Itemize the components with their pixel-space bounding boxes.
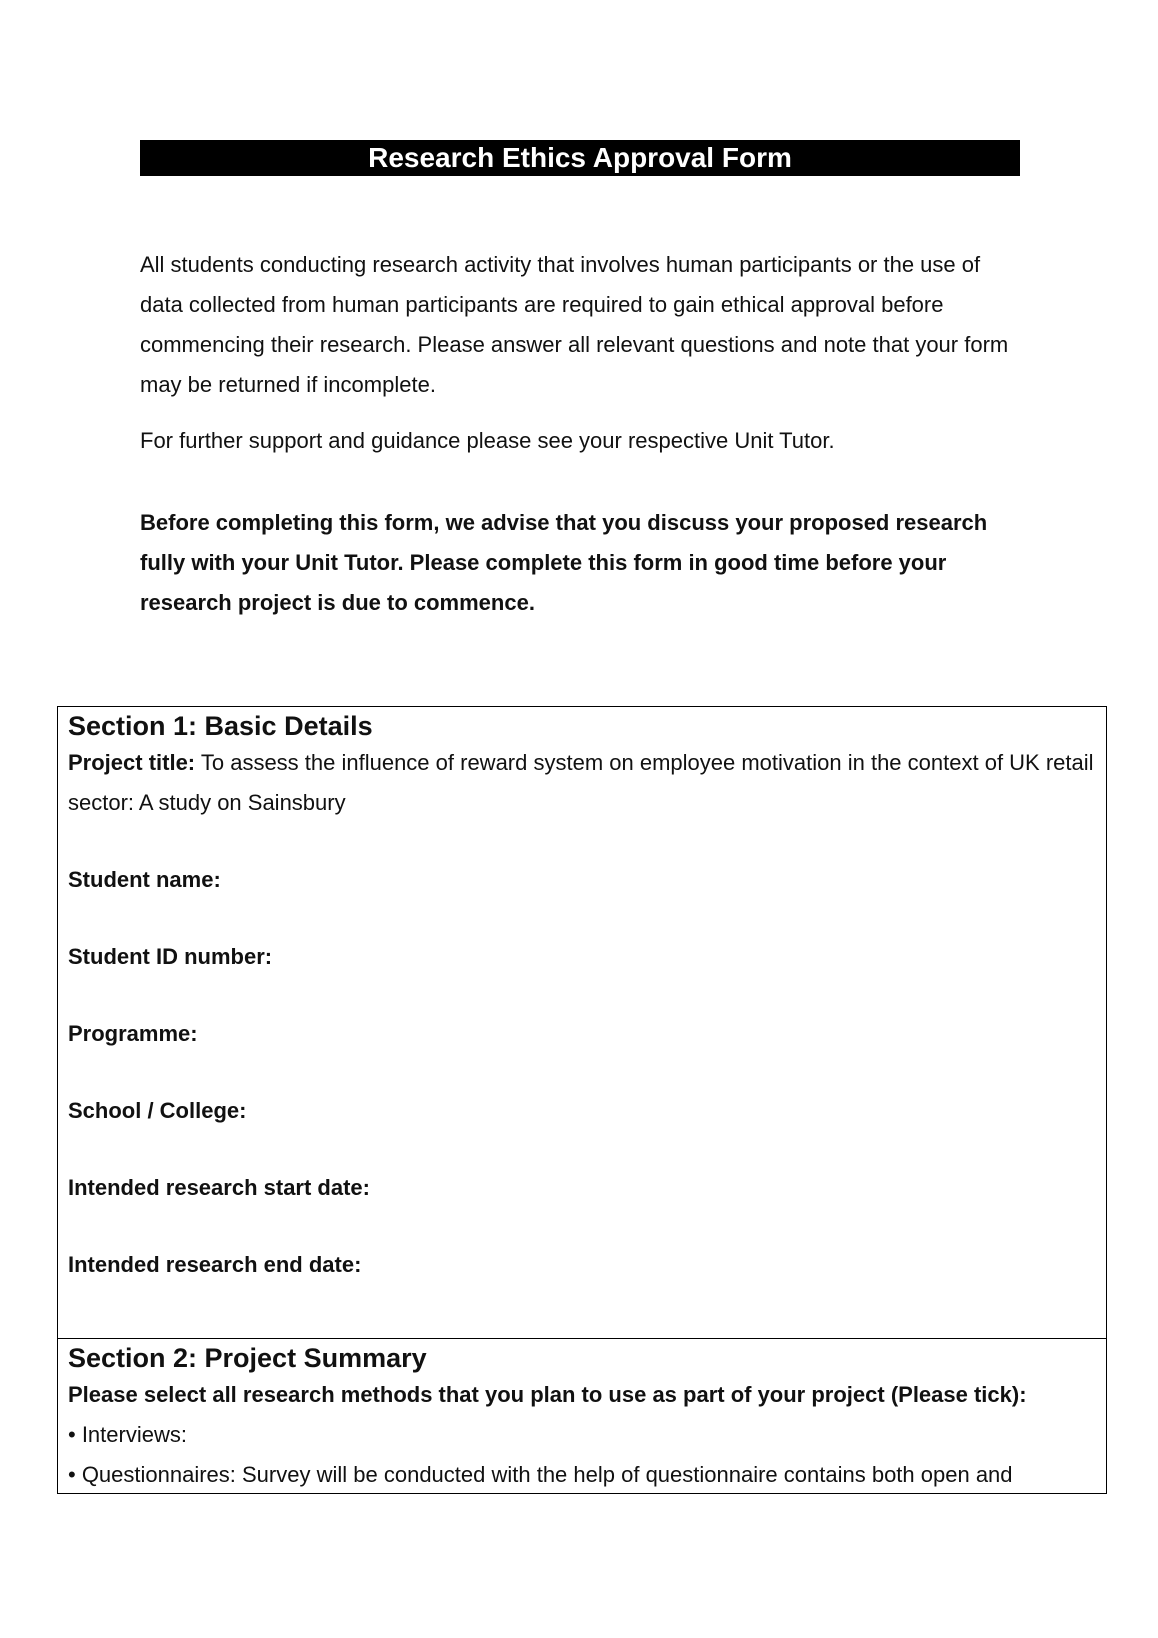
section-project-summary [58,1339,1106,1494]
section1-heading: Section 1: Basic Details [68,711,373,741]
section-basic-details [58,707,1106,1339]
advice-paragraph: Before completing this form, we advise that you discuss your proposed research fully with your Unit Tutor. Please complete this form in good time before your research project is due to commence. [140,510,988,615]
student-id-field[interactable]: Student ID number: [68,944,273,969]
school-college-field[interactable]: School / College: [68,1098,247,1123]
project-title-label: Project title: [68,750,196,775]
methods-prompt: Please select all research methods that you plan to use as part of your project (Please tick): [68,1382,1027,1407]
section2-heading: Section 2: Project Summary [68,1343,427,1373]
intro-paragraph: All students conducting research activity that involves human participants or the use of data collected from human participants are required to gain ethical approval before commencing their research. Please answer all relevant questions and note that your form may be returned if incomplete. [140,252,1009,397]
end-date-field[interactable]: Intended research end date: [68,1252,362,1277]
student-name-field[interactable]: Student name: [68,867,221,892]
programme-field[interactable]: Programme: [68,1021,198,1046]
project-title-value[interactable]: To assess the influence of reward system on employee motivation in the context of UK retail sector: A study on Sainsbury [68,750,1094,815]
method-interviews[interactable]: • Interviews: [68,1422,187,1447]
method-questionnaires[interactable]: • Questionnaires: Survey will be conducted with the help of questionnaire contains both open and [68,1462,1013,1487]
guidance-paragraph: For further support and guidance please see your respective Unit Tutor. [140,428,835,453]
project-title-row [68,743,1096,823]
intro-block [140,245,1020,623]
form-table [57,706,1107,1494]
form-title: Research Ethics Approval Form [140,140,1020,176]
start-date-field[interactable]: Intended research start date: [68,1175,370,1200]
